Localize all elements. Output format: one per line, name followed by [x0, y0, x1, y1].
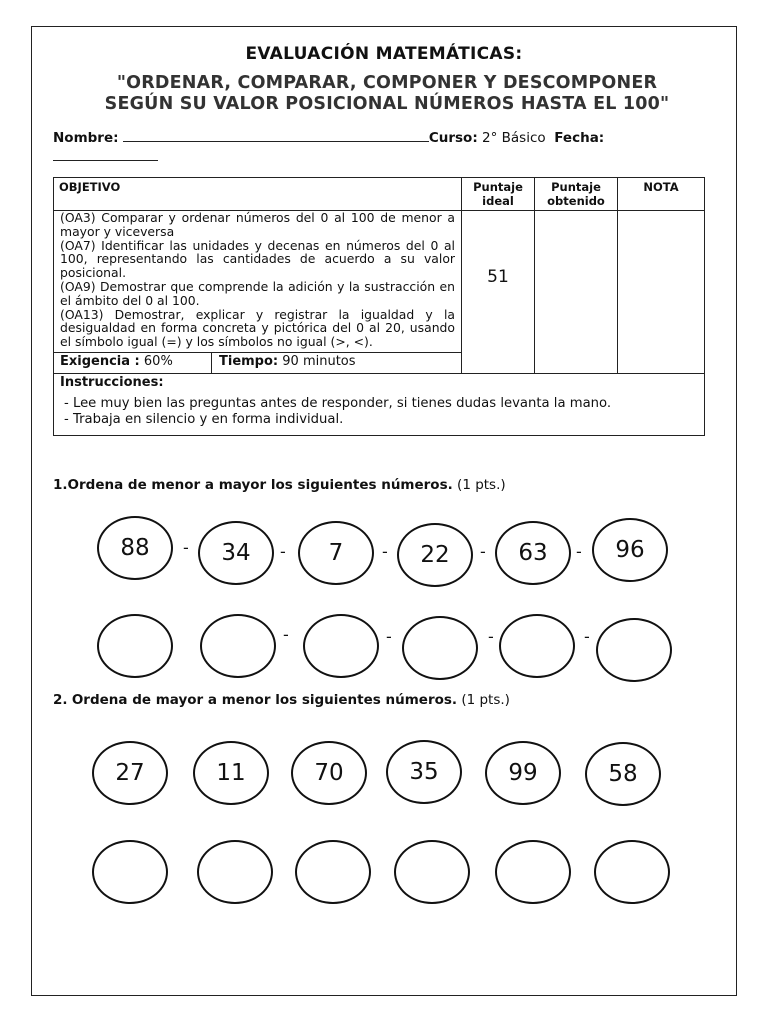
answer-circle[interactable]	[97, 614, 173, 678]
separator-dash: -	[480, 542, 486, 561]
answer-circle[interactable]	[92, 840, 168, 904]
separator-dash: -	[283, 625, 289, 644]
objectives-cell	[54, 211, 462, 374]
subtitle-line-1: "ORDENAR, COMPARAR, COMPONER Y DESCOMPONER	[116, 73, 658, 93]
number-circle: 99	[485, 741, 561, 805]
separator-dash: -	[382, 542, 388, 561]
objective-oa7: (OA7) Identificar las unidades y decenas en números del 0 al 100, representando las cantidades de acuerdo a su valor posicional.	[60, 237, 455, 281]
separator-dash: -	[576, 542, 582, 561]
answer-circle[interactable]	[303, 614, 379, 678]
exigencia-cell	[54, 352, 212, 373]
separator-dash: -	[183, 538, 189, 557]
page-subtitle	[40, 73, 734, 115]
instruction-item: - Trabaja en silencio y en forma individual.	[64, 411, 344, 427]
answer-circle[interactable]	[197, 840, 273, 904]
instruction-item: - Lee muy bien las preguntas antes de responder, si tienes dudas levanta la mano.	[64, 395, 612, 411]
header-objetivo: OBJETIVO	[54, 178, 462, 211]
evaluation-info-table	[53, 177, 705, 436]
number-circle: 7	[298, 521, 374, 585]
objectives-text	[54, 211, 461, 352]
header-nota: NOTA	[618, 178, 705, 211]
separator-dash: -	[280, 542, 286, 561]
ideal-score: 51	[462, 211, 535, 374]
obtained-score-cell[interactable]	[535, 211, 618, 374]
number-circle: 58	[585, 742, 661, 806]
question-2-number: 2.	[53, 692, 68, 708]
grade-cell[interactable]	[618, 211, 705, 374]
header-puntaje-ideal: Puntaje ideal	[462, 178, 535, 211]
subtitle-line-2: SEGÚN SU VALOR POSICIONAL NÚMEROS HASTA EL 100"	[104, 94, 670, 114]
number-circle: 96	[592, 518, 668, 582]
answer-circle[interactable]	[295, 840, 371, 904]
number-circle: 35	[386, 740, 462, 804]
tiempo-cell	[212, 352, 462, 373]
question-2-heading	[53, 692, 510, 708]
objective-oa3: (OA3) Comparar y ordenar números del 0 al 100 de menor a mayor y viceversa	[60, 210, 455, 239]
name-label: Nombre:	[53, 130, 119, 146]
header-puntaje-obtenido: Puntaje obtenido	[535, 178, 618, 211]
answer-circle[interactable]	[402, 616, 478, 680]
exigencia-tiempo-row	[54, 352, 461, 373]
separator-dash: -	[488, 627, 494, 646]
course-value: 2° Básico	[482, 130, 546, 146]
question-2-text: Ordena de mayor a menor los siguientes números.	[71, 692, 458, 708]
student-info-row	[53, 128, 713, 166]
number-circle: 27	[92, 741, 168, 805]
page-title: EVALUACIÓN MATEMÁTICAS:	[245, 44, 523, 64]
instructions-list	[60, 396, 698, 428]
question-1-heading	[53, 477, 506, 493]
name-field[interactable]	[123, 128, 429, 142]
instructions-label: Instrucciones:	[60, 374, 164, 390]
tiempo-label: Tiempo:	[219, 353, 279, 369]
answer-circle[interactable]	[499, 614, 575, 678]
course-label: Curso:	[428, 130, 478, 146]
question-2-points: (1 pts.)	[461, 692, 510, 708]
question-1-text: Ordena de menor a mayor los siguientes números.	[67, 477, 453, 493]
instructions-cell	[54, 373, 705, 435]
question-1-points: (1 pts.)	[457, 477, 506, 493]
objective-oa9: (OA9) Demostrar que comprende la adición y la sustracción en el ámbito del 0 al 100.	[60, 278, 455, 308]
date-label: Fecha:	[554, 130, 605, 146]
answer-circle[interactable]	[200, 614, 276, 678]
number-circle: 70	[291, 741, 367, 805]
number-circle: 34	[198, 521, 274, 585]
answer-circle[interactable]	[594, 840, 670, 904]
question-1-number: 1.	[53, 477, 68, 493]
answer-circle[interactable]	[495, 840, 571, 904]
answer-circle[interactable]	[394, 840, 470, 904]
number-circle: 88	[97, 516, 173, 580]
separator-dash: -	[584, 627, 590, 646]
number-circle: 22	[397, 523, 473, 587]
number-circle: 11	[193, 741, 269, 805]
number-circle: 63	[495, 521, 571, 585]
objective-oa13: (OA13) Demostrar, explicar y registrar la igualdad y la desigualdad en forma concreta y pictórica del 0 al 20, usando el símbolo igual (=) y los símbolos no igual (>, <).	[60, 306, 455, 350]
tiempo-value: 90 minutos	[282, 353, 356, 369]
exigencia-value: 60%	[143, 353, 173, 369]
exigencia-label: Exigencia :	[60, 353, 140, 369]
answer-circle[interactable]	[596, 618, 672, 682]
separator-dash: -	[386, 627, 392, 646]
date-field[interactable]	[53, 147, 158, 161]
